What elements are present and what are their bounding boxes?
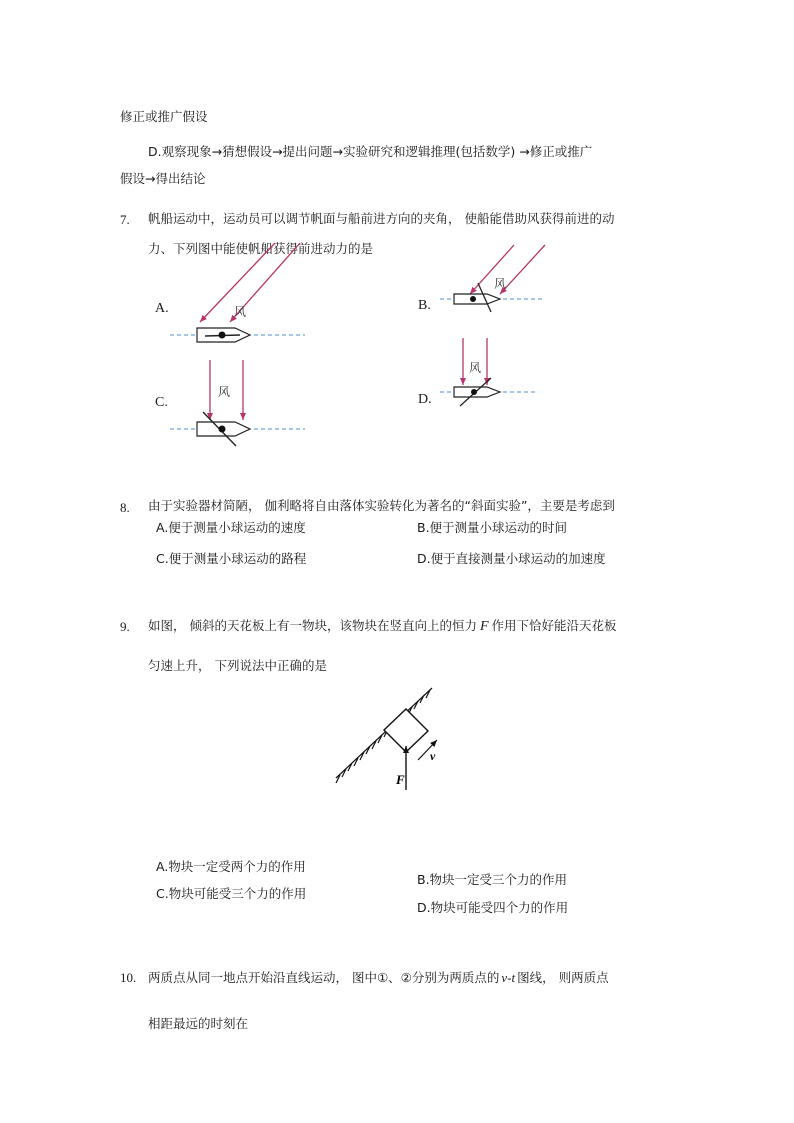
force-label: F — [396, 772, 405, 787]
wind-label: 风 — [494, 277, 507, 291]
q7-option-b-label: B. — [418, 298, 431, 313]
velocity-label: v — [430, 749, 436, 763]
fragment-line-3: 假设→得出结论 — [120, 171, 206, 186]
wind-label: 风 — [234, 305, 247, 319]
q9-option-c: C.物块可能受三个力的作用 — [156, 886, 307, 901]
q8-option-b: B.便于测量小球运动的时间 — [417, 520, 568, 535]
q9-stem-line-1-a: 如图， 倾斜的天花板上有一物块，该物块在竖直向上的恒力 — [148, 618, 477, 633]
q8-option-c: C.便于测量小球运动的路程 — [156, 551, 307, 566]
q10-stem-line-1 — [148, 971, 609, 985]
q7-number: 7. — [120, 212, 130, 227]
q9-option-b: B.物块一定受三个力的作用 — [417, 872, 568, 887]
wind-label: 风 — [218, 385, 231, 399]
q7-option-d-label: D. — [418, 392, 432, 407]
q10-stem-line-1-b: 图线， 则两质点 — [517, 970, 609, 985]
q9-stem-line-1-b: 作用下恰好能沿天花板 — [491, 618, 617, 633]
q7-stem-line-2: 力、下列图中能使帆船获得前进动力的是 — [148, 241, 374, 256]
q10-vt: v-t — [501, 970, 516, 985]
q8-stem: 由于实验器材简陋， 伽利略将自由落体实验转化为著名的“斜面实验”，主要是考虑到 — [148, 498, 615, 513]
q10-number: 10. — [120, 970, 137, 985]
q10-stem-line-2: 相距最远的时刻在 — [148, 1016, 249, 1031]
q7-option-a-label: A. — [155, 301, 169, 316]
q9-number: 9. — [120, 619, 130, 634]
q7-option-c-label: C. — [155, 395, 168, 410]
q9-stem-line-2: 匀速上升， 下列说法中正确的是 — [148, 658, 327, 673]
block — [384, 709, 428, 752]
q10-stem-line-1-a: 两质点从同一地点开始沿直线运动， 图中①、②分别为两质点的 — [148, 970, 500, 985]
q9-symbol-f: F — [479, 619, 489, 634]
fragment-line-1: 修正或推广假设 — [120, 109, 208, 124]
q9-option-a: A.物块一定受两个力的作用 — [156, 859, 306, 874]
q8-number: 8. — [120, 500, 130, 515]
q8-option-d: D.便于直接测量小球运动的加速度 — [417, 551, 606, 566]
q7-stem-line-1: 帆船运动中，运动员可以调节帆面与船前进方向的夹角， 使船能借助风获得前进的动 — [148, 211, 615, 226]
q9-option-d: D.物块可能受四个力的作用 — [417, 900, 569, 915]
wind-label: 风 — [469, 361, 482, 375]
fragment-line-2: D.观察现象→猜想假设→提出问题→实验研究和逻辑推理(包括数学) →修正或推广 — [148, 144, 593, 159]
q8-option-a: A.便于测量小球运动的速度 — [156, 520, 306, 535]
